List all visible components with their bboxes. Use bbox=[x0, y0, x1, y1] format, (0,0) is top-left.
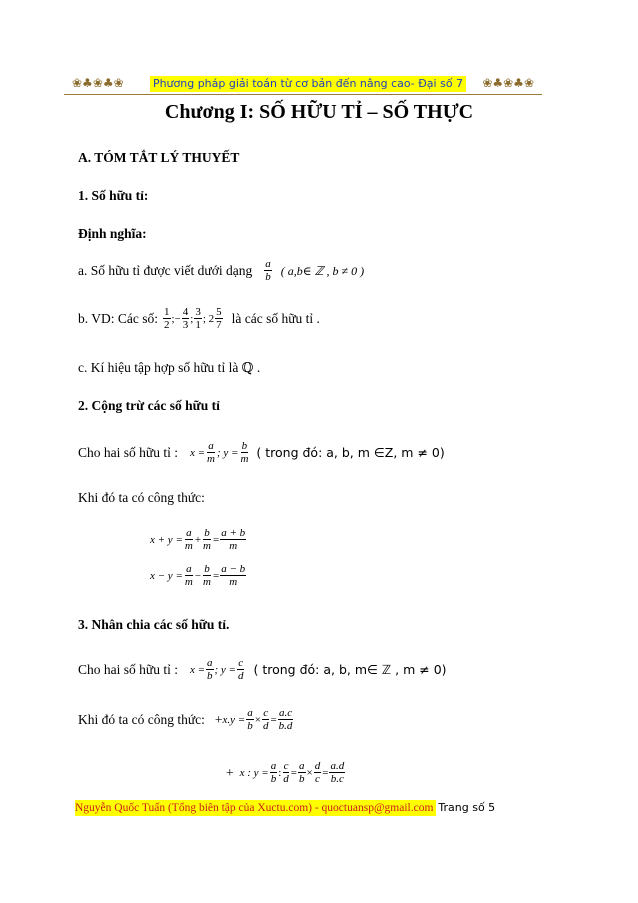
example-line bbox=[78, 306, 320, 331]
frac-den: m bbox=[203, 576, 211, 588]
example-prefix: b. VD: Các số: bbox=[78, 310, 158, 326]
equals-sign: = bbox=[213, 533, 220, 546]
example-sep: ; bbox=[190, 312, 194, 325]
equals-sign: = bbox=[270, 713, 277, 726]
frac-den: c bbox=[315, 773, 320, 785]
addition-formula bbox=[150, 527, 247, 552]
multiplication-line bbox=[78, 707, 294, 732]
frac-num: b bbox=[241, 440, 248, 452]
frac-num: 4 bbox=[182, 306, 189, 318]
equals-sign: = bbox=[213, 569, 220, 582]
frac-num: 5 bbox=[216, 306, 222, 318]
sub-frac-b bbox=[202, 563, 212, 588]
mul-lhs: x.y = bbox=[222, 713, 246, 726]
frac-den: d bbox=[237, 670, 244, 682]
mul-frac-a-b bbox=[246, 707, 254, 732]
equals-sign: = bbox=[290, 766, 298, 779]
header-divider bbox=[64, 94, 542, 95]
sub-frac-a bbox=[184, 563, 194, 588]
frac-num: a bbox=[265, 258, 271, 270]
frac-num: b bbox=[204, 563, 210, 575]
example-fraction-4 bbox=[215, 306, 223, 331]
frac-den: m bbox=[203, 540, 211, 552]
add-frac-a bbox=[184, 527, 194, 552]
frac-num: c bbox=[283, 760, 289, 772]
bullet-plus: + bbox=[214, 711, 223, 727]
frac-den: d bbox=[283, 773, 289, 785]
definition-text: a. Số hữu tỉ được viết dưới dạng bbox=[78, 262, 253, 278]
sub-lhs: x − y = bbox=[150, 569, 183, 582]
add-frac-b bbox=[202, 527, 212, 552]
frac-num: c bbox=[263, 707, 269, 719]
s2-condition: ( trong đó: a, b, m ∈Z, m ≠ 0) bbox=[256, 444, 445, 460]
definition-title: Định nghĩa: bbox=[78, 226, 147, 241]
frac-den: b.d bbox=[278, 720, 293, 732]
chapter-title: Chương I: SỐ HỮU TỈ – SỐ THỰC bbox=[164, 101, 474, 123]
s2-frac-a-m bbox=[206, 440, 216, 465]
example-suffix: là các số hữu tỉ . bbox=[231, 310, 320, 326]
times-sign: × bbox=[254, 713, 261, 726]
frac-den: 1 bbox=[195, 319, 201, 331]
example-fraction-3 bbox=[194, 306, 202, 331]
var-y: ; y = bbox=[214, 663, 236, 676]
s2-intro: Cho hai số hữu tỉ : bbox=[78, 444, 178, 460]
div-frac-result bbox=[329, 760, 345, 785]
frac-den: m bbox=[207, 453, 215, 465]
definition-fraction bbox=[264, 258, 272, 283]
formula-intro-2: Khi đó ta có công thức: bbox=[78, 711, 205, 727]
frac-den: m bbox=[229, 540, 238, 552]
s3-intro: Cho hai số hữu tỉ : bbox=[78, 661, 178, 677]
frac-den: b bbox=[299, 773, 305, 785]
header-title: Phương pháp giải toán từ cơ bản đến nâng cao- Đại số 7 bbox=[150, 76, 466, 92]
example-sep: ;− bbox=[171, 312, 181, 325]
div-frac-c-d bbox=[282, 760, 290, 785]
var-x: x = bbox=[189, 663, 206, 676]
example-sep: ; 2 bbox=[202, 312, 215, 325]
frac-den: m bbox=[229, 576, 238, 588]
frac-num: a bbox=[299, 760, 305, 772]
page-footer bbox=[75, 798, 545, 814]
div-frac-a-b-2 bbox=[298, 760, 306, 785]
frac-num: a bbox=[270, 760, 277, 772]
var-y: ; y = bbox=[216, 446, 239, 459]
frac-num: a.d bbox=[330, 760, 345, 772]
divide-sign: : bbox=[278, 766, 282, 779]
definition-line bbox=[78, 258, 364, 283]
equals-sign: = bbox=[322, 766, 329, 779]
frac-num: a bbox=[186, 527, 192, 539]
frac-den: b bbox=[270, 773, 277, 785]
section-a-title: A. TÓM TẮT LÝ THUYẾT bbox=[78, 150, 240, 165]
frac-den: 3 bbox=[182, 319, 189, 331]
add-lhs: x + y = bbox=[150, 533, 183, 546]
definition-condition: ( a,b∈ ℤ , b ≠ 0 ) bbox=[280, 263, 365, 278]
mul-frac-c-d bbox=[262, 707, 270, 732]
sub-frac-result bbox=[220, 563, 246, 588]
frac-num: a bbox=[207, 657, 213, 669]
s3-frac-c-d bbox=[237, 657, 245, 682]
notation-line: c. Kí hiệu tập hợp số hữu tỉ là ℚ . bbox=[78, 360, 261, 375]
s2-frac-b-m bbox=[239, 440, 249, 465]
s3-condition: ( trong đó: a, b, m∈ ℤ , m ≠ 0) bbox=[253, 661, 447, 677]
page-header bbox=[64, 76, 542, 96]
frac-den: m bbox=[184, 576, 193, 588]
frac-num: c bbox=[238, 657, 244, 669]
footer-page-number: Trang số 5 bbox=[438, 801, 496, 814]
frac-num: a − b bbox=[221, 563, 246, 575]
division-line bbox=[226, 760, 346, 785]
frac-den: m bbox=[184, 540, 193, 552]
frac-den: 2 bbox=[164, 319, 170, 331]
subtraction-formula bbox=[150, 563, 247, 588]
example-fraction-2 bbox=[182, 306, 190, 331]
ornament-right: ❀♣❀♣❀ bbox=[482, 76, 534, 90]
minus-sign: − bbox=[194, 569, 202, 582]
frac-den: m bbox=[240, 453, 249, 465]
s3-intro-line bbox=[78, 657, 447, 682]
frac-den: b bbox=[207, 670, 213, 682]
section-2-title: 2. Cộng trừ các số hữu tỉ bbox=[78, 398, 220, 413]
frac-num: a bbox=[208, 440, 214, 452]
frac-num: 3 bbox=[195, 306, 201, 318]
formula-intro: Khi đó ta có công thức: bbox=[78, 490, 205, 505]
s2-intro-line bbox=[78, 440, 445, 465]
frac-num: a bbox=[247, 707, 253, 719]
footer-author: Nguyễn Quốc Tuấn (Tổng biên tập của Xuctu.com) - quoctuansp@gmail.com bbox=[75, 800, 436, 816]
frac-num: a bbox=[186, 563, 192, 575]
frac-den: b bbox=[247, 720, 253, 732]
div-frac-d-c bbox=[314, 760, 322, 785]
var-x: x = bbox=[189, 446, 206, 459]
section-1-title: 1. Số hữu tỉ: bbox=[78, 188, 149, 203]
frac-num: a.c bbox=[278, 707, 293, 719]
example-fraction-1 bbox=[163, 306, 171, 331]
div-frac-a-b bbox=[270, 760, 278, 785]
ornament-left: ❀♣❀♣❀ bbox=[72, 76, 124, 90]
times-sign: × bbox=[306, 766, 313, 779]
frac-num: b bbox=[204, 527, 210, 539]
frac-num: d bbox=[314, 760, 321, 772]
frac-den: 7 bbox=[216, 319, 222, 331]
frac-den: b bbox=[265, 271, 271, 283]
frac-den: b.c bbox=[330, 773, 344, 785]
plus-sign: + bbox=[194, 533, 202, 546]
bullet-plus: + bbox=[226, 764, 234, 780]
frac-den: d bbox=[262, 720, 269, 732]
add-frac-result bbox=[220, 527, 246, 552]
frac-num: 1 bbox=[164, 306, 170, 318]
s3-frac-a-b bbox=[206, 657, 214, 682]
frac-num: a + b bbox=[221, 527, 246, 539]
section-3-title: 3. Nhân chia các số hữu tỉ. bbox=[78, 617, 230, 632]
div-lhs: x : y = bbox=[239, 766, 269, 779]
mul-frac-result bbox=[278, 707, 294, 732]
